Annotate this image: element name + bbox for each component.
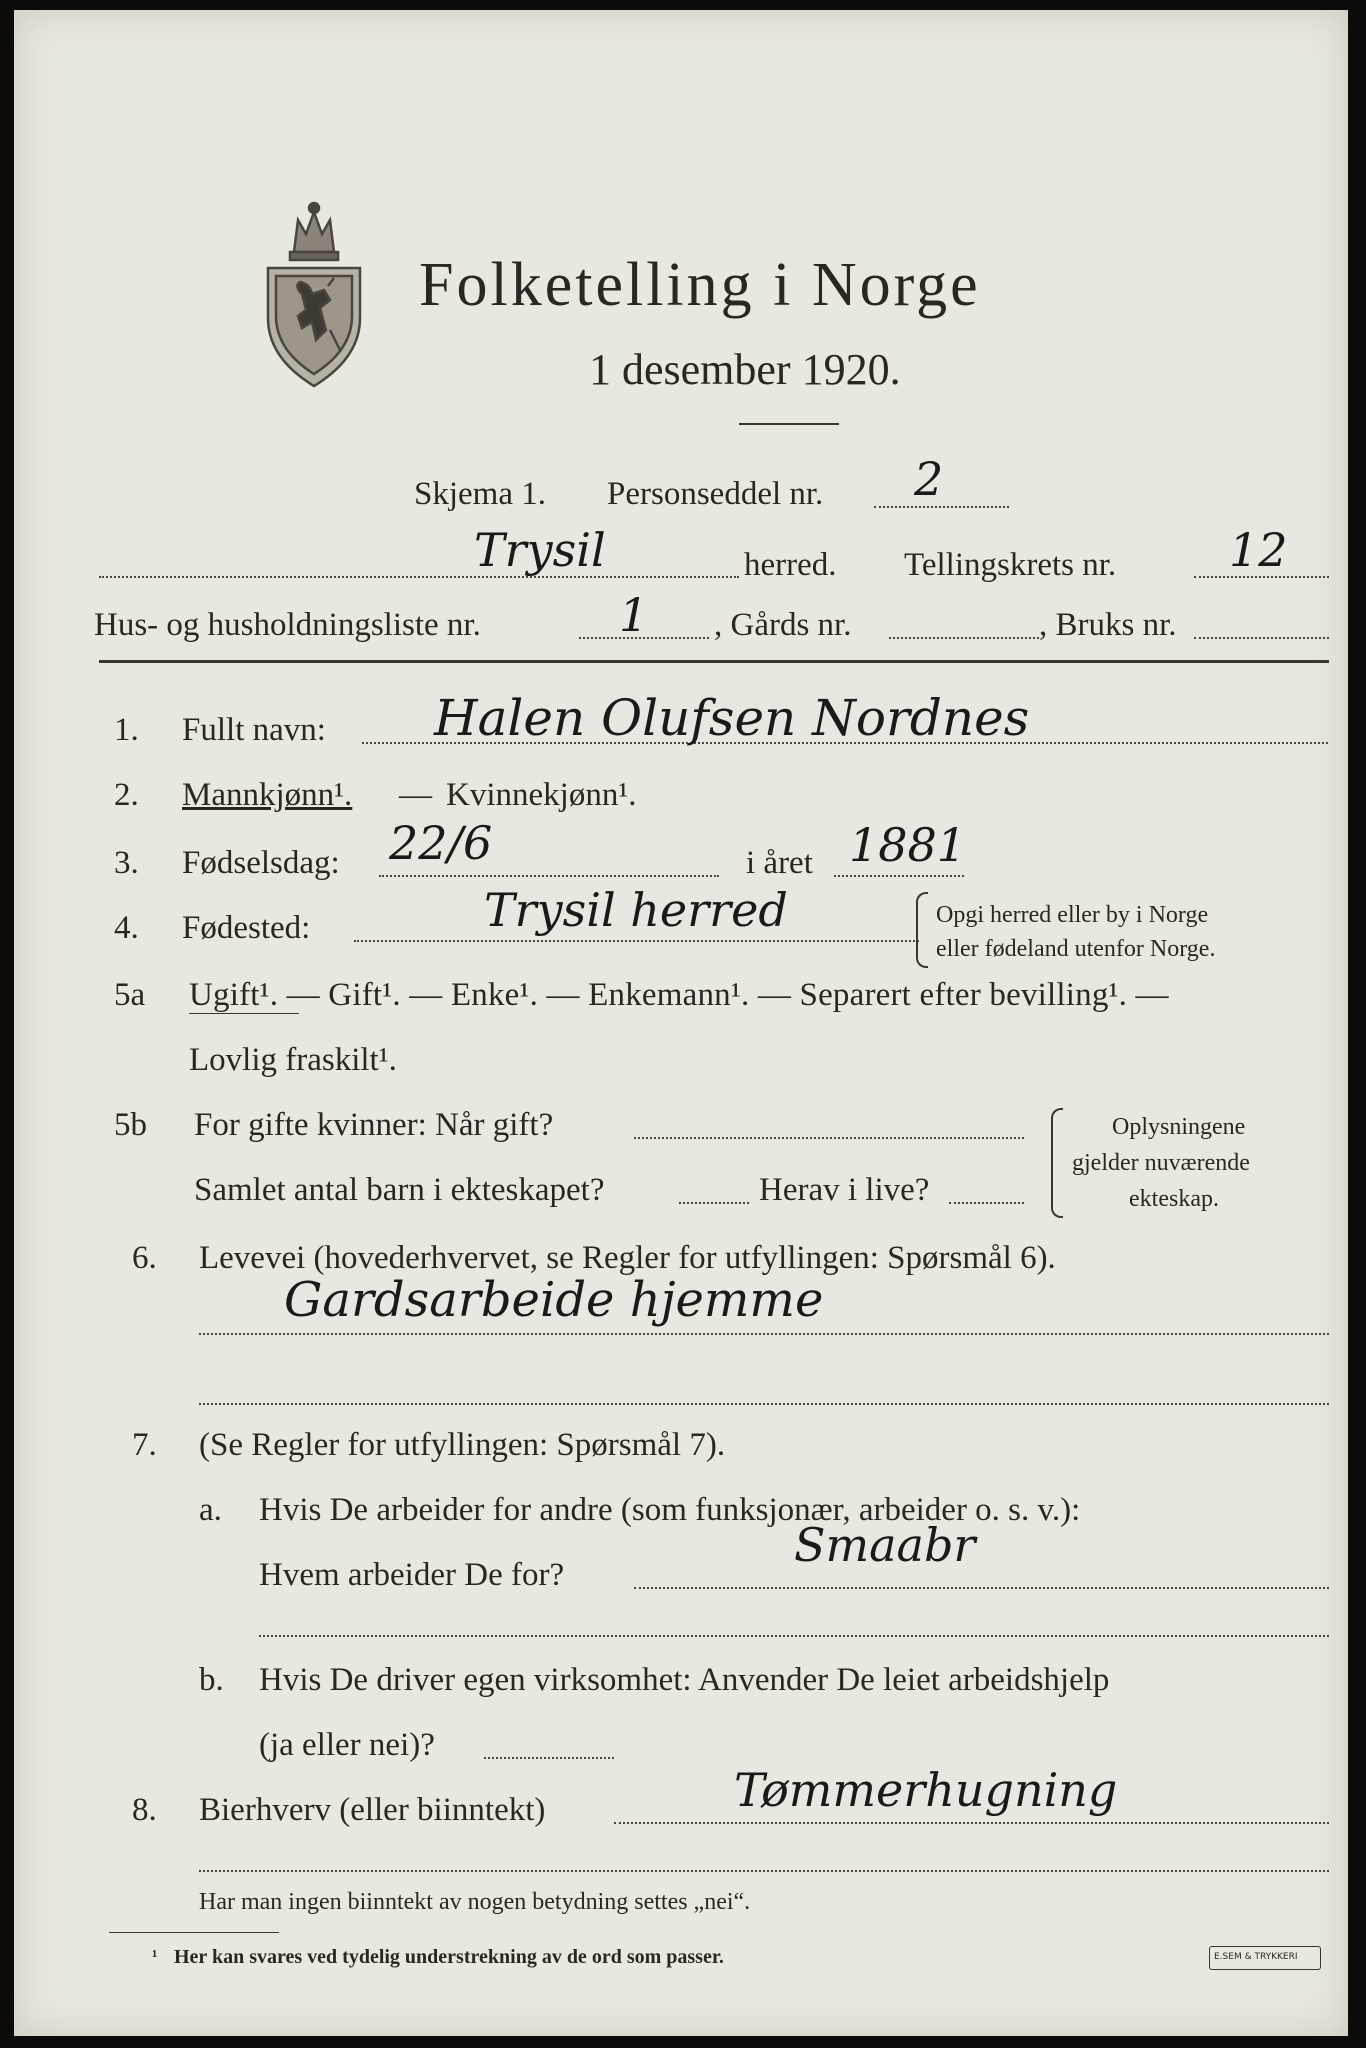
full-name-value: Halen Olufsen Nordnes [434, 689, 1030, 747]
q4-line [354, 940, 919, 942]
hus-label: Hus- og husholdningsliste nr. [94, 607, 481, 643]
q7-number: 7. [132, 1427, 157, 1463]
employer-line [634, 1587, 1329, 1589]
marital-options-2: Lovlig fraskilt¹. [189, 1042, 397, 1078]
q3-line [379, 875, 719, 877]
birth-date-value: 22/6 [389, 816, 493, 870]
q4-number: 4. [114, 910, 139, 946]
gards-label: , Gårds nr. [714, 607, 852, 643]
q5b-label-2: Samlet antal barn i ekteskapet? [194, 1172, 605, 1208]
census-date: 1 desember 1920. [589, 345, 901, 394]
q4-note-1: Opgi herred eller by i Norge [936, 902, 1209, 928]
q6-line-2 [199, 1403, 1329, 1405]
q2-separator: — [399, 777, 432, 813]
printer-stamp-text: E.SEM & TRYKKERI [1214, 1952, 1298, 1962]
employer-line-2 [259, 1635, 1329, 1637]
q7a-line-2: Hvem arbeider De for? [259, 1557, 565, 1593]
children-line [679, 1202, 749, 1204]
q8-label: Bierhverv (eller biinntekt) [199, 1792, 546, 1828]
q7a-line-1: Hvis De arbeider for andre (som funksjonær, arbeider o. s. v.): [259, 1492, 1081, 1528]
tellingskrets-value: 12 [1229, 523, 1288, 577]
year-label: i året [746, 845, 813, 881]
q4-note-2: eller fødeland utenfor Norge. [936, 936, 1216, 962]
q7a-letter: a. [199, 1492, 222, 1528]
male-option: Mannkjønn¹. [182, 777, 353, 813]
personseddel-value: 2 [914, 452, 944, 506]
q8-number: 8. [132, 1792, 157, 1828]
birth-year-value: 1881 [849, 818, 967, 872]
birthplace-value: Trysil herred [484, 883, 788, 937]
herred-value: Trysil [474, 523, 606, 577]
printer-stamp [1209, 1946, 1321, 1970]
q7-label: (Se Regler for utfyllingen: Spørsmål 7). [199, 1427, 726, 1463]
q5b-note-3: ekteskap. [1129, 1186, 1219, 1212]
q5b-brace [1051, 1108, 1063, 1218]
q6-number: 6. [132, 1240, 157, 1276]
personseddel-line [874, 506, 1009, 508]
header-rule [99, 660, 1329, 663]
q1-label: Fullt navn: [182, 712, 326, 748]
employer-value: Smaabr [794, 1518, 976, 1572]
herred-label: herred. [744, 547, 837, 583]
schema-label: Skjema 1. [414, 476, 546, 512]
q7b-letter: b. [199, 1662, 224, 1698]
ugift-underline [189, 1013, 299, 1014]
q7b-line-1: Hvis De driver egen virksomhet: Anvender De leiet arbeidshjelp [259, 1662, 1110, 1698]
herred-line [99, 576, 739, 578]
norwegian-coat-of-arms-icon [254, 190, 374, 390]
occupation-value: Gardsarbeide hjemme [284, 1272, 824, 1328]
gards-line [889, 637, 1039, 639]
q5b-label-3: Herav i live? [759, 1172, 930, 1208]
married-when-line [634, 1137, 1024, 1139]
q8-line [614, 1822, 1329, 1824]
q6-line-1 [199, 1333, 1329, 1335]
q5b-label-1: For gifte kvinner: Når gift? [194, 1107, 554, 1143]
bruks-line [1194, 637, 1329, 639]
hus-value: 1 [619, 588, 649, 642]
secondary-occupation-value: Tømmerhugning [734, 1763, 1118, 1817]
q6-label: Levevei (hovederhvervet, se Regler for utfyllingen: Spørsmål 6). [199, 1240, 1056, 1276]
q4-brace [916, 892, 928, 968]
q5b-number: 5b [114, 1107, 147, 1143]
tellingskrets-label: Tellingskrets nr. [904, 547, 1117, 583]
q4-label: Fødested: [182, 910, 311, 946]
q3-label: Fødselsdag: [182, 845, 340, 881]
q8-line-2 [199, 1870, 1329, 1872]
year-line [834, 875, 964, 877]
marital-options: Ugift¹. — Gift¹. — Enke¹. — Enkemann¹. — Separert efter bevilling¹. — [189, 977, 1169, 1013]
q1-number: 1. [114, 712, 139, 748]
census-form [14, 10, 1348, 2036]
q3-number: 3. [114, 845, 139, 881]
q7b-line-2: (ja eller nei)? [259, 1727, 435, 1763]
q5a-number: 5a [114, 977, 146, 1013]
female-option: Kvinnekjønn¹. [446, 777, 637, 813]
footnote-rule [109, 1932, 279, 1933]
footnote-mark: ¹ [152, 1946, 158, 1966]
q5b-note-2: gjelder nuværende [1072, 1150, 1250, 1176]
footer-note: Har man ingen biinntekt av nogen betydning settes „nei“. [199, 1889, 751, 1915]
alive-line [949, 1202, 1024, 1204]
title-rule [739, 423, 839, 425]
form-title: Folketelling i Norge [419, 251, 981, 319]
personseddel-label: Personseddel nr. [607, 476, 824, 512]
hired-help-line [484, 1757, 614, 1759]
q2-number: 2. [114, 777, 139, 813]
footnote-text: Her kan svares ved tydelig understrekning av de ord som passer. [174, 1946, 724, 1968]
q5b-note-1: Oplysningene [1112, 1114, 1246, 1140]
bruks-label: , Bruks nr. [1039, 607, 1177, 643]
